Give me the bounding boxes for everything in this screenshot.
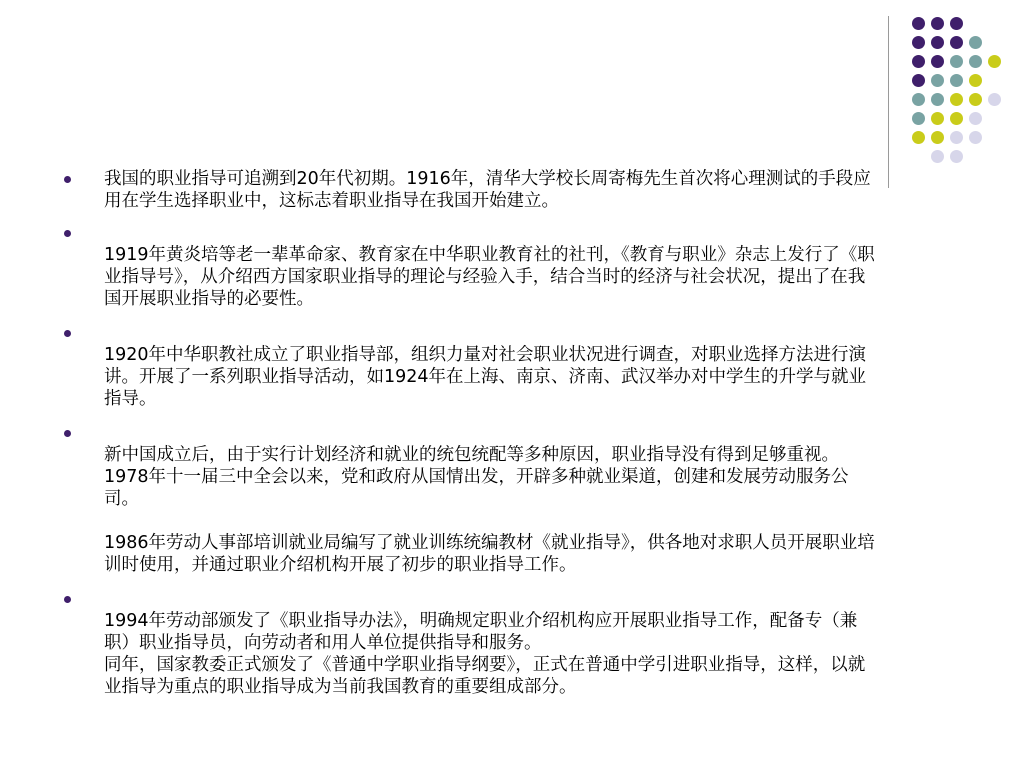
- blank-line: [104, 588, 880, 610]
- decorative-dot: [931, 17, 944, 30]
- decorative-dot: [950, 17, 963, 30]
- bullet-item-2: [60, 222, 880, 310]
- bullet-item-4: [60, 422, 880, 576]
- bullet-4-paragraph-3: 1978年十一届三中全会以来，党和政府从国情出发，开辟多种就业渠道，创建和发展劳动服务公司。: [104, 467, 849, 509]
- blank-line: [104, 422, 880, 444]
- decorative-dot: [950, 93, 963, 106]
- decorative-dot: [931, 55, 944, 68]
- decorative-dot: [912, 17, 925, 30]
- bullet-4-paragraph-5: 1986年劳动人事部培训就业局编写了就业训练统编教材《就业指导》，供各地对求职人员开展职业培训时使用，并通过职业介绍机构开展了初步的职业指导工作。: [104, 533, 875, 575]
- slide-content: [60, 168, 880, 698]
- bullet-item-1: [60, 168, 880, 212]
- decorative-dot: [912, 74, 925, 87]
- decorative-dot: [931, 150, 944, 163]
- decorative-dot: [912, 36, 925, 49]
- bullet-dot-icon: [64, 176, 71, 183]
- bullet-3-paragraph-2: 1920年中华职教社成立了职业指导部，组织力量对社会职业状况进行调查，对职业选择方法进行演讲。开展了一系列职业指导活动，如1924年在上海、南京、济南、武汉举办对中学生的升学与就业指导。: [104, 345, 867, 409]
- decorative-dot: [912, 131, 925, 144]
- bullet-item-3: [60, 322, 880, 410]
- decorative-dot: [912, 93, 925, 106]
- blank-line: [104, 222, 880, 244]
- decorative-dot: [931, 131, 944, 144]
- decorative-dot: [969, 36, 982, 49]
- blank-line: [104, 510, 880, 532]
- decorative-dot: [931, 36, 944, 49]
- decorative-dot: [950, 150, 963, 163]
- bullet-dot-icon: [64, 596, 71, 603]
- decorative-dot: [969, 74, 982, 87]
- decorative-dot: [969, 93, 982, 106]
- blank-line: [104, 322, 880, 344]
- bullet-5-paragraph-2: 1994年劳动部颁发了《职业指导办法》，明确规定职业介绍机构应开展职业指导工作，配备专（兼职）职业指导员，向劳动者和用人单位提供指导和服务。: [104, 611, 858, 653]
- decorative-dot: [931, 74, 944, 87]
- decorative-divider-line: [888, 16, 889, 188]
- decorative-dot: [912, 55, 925, 68]
- decorative-dot: [950, 55, 963, 68]
- bullet-dot-icon: [64, 430, 71, 437]
- bullet-dot-icon: [64, 330, 71, 337]
- bullet-1-paragraph-1: 我国的职业指导可追溯到20年代初期。1916年，清华大学校长周寄梅先生首次将心理测试的手段应用在学生选择职业中，这标志着职业指导在我国开始建立。: [104, 169, 871, 211]
- decorative-dot: [950, 36, 963, 49]
- decorative-dot: [969, 55, 982, 68]
- decorative-dot: [950, 74, 963, 87]
- decorative-dot: [912, 112, 925, 125]
- decorative-dot: [950, 131, 963, 144]
- decorative-dot: [969, 131, 982, 144]
- decorative-dot: [950, 112, 963, 125]
- bullet-dot-icon: [64, 230, 71, 237]
- bullet-5-paragraph-3: 同年，国家教委正式颁发了《普通中学职业指导纲要》，正式在普通中学引进职业指导，这样，以就业指导为重点的职业指导成为当前我国教育的重要组成部分。: [104, 655, 866, 697]
- decorative-dot: [988, 55, 1001, 68]
- decorative-dot: [988, 93, 1001, 106]
- bullet-item-5: [60, 588, 880, 698]
- bullet-4-paragraph-2: 新中国成立后，由于实行计划经济和就业的统包统配等多种原因，职业指导没有得到足够重视。: [104, 445, 839, 465]
- decorative-dot: [969, 112, 982, 125]
- decorative-dot: [931, 112, 944, 125]
- decorative-dot: [931, 93, 944, 106]
- bullet-2-paragraph-2: 1919年黄炎培等老一辈革命家、教育家在中华职业教育社的社刊，《教育与职业》杂志上发行了《职业指导号》，从介绍西方国家职业指导的理论与经验入手，结合当时的经济与社会状况，提出了在我国开展职业指导的必要性。: [104, 245, 875, 309]
